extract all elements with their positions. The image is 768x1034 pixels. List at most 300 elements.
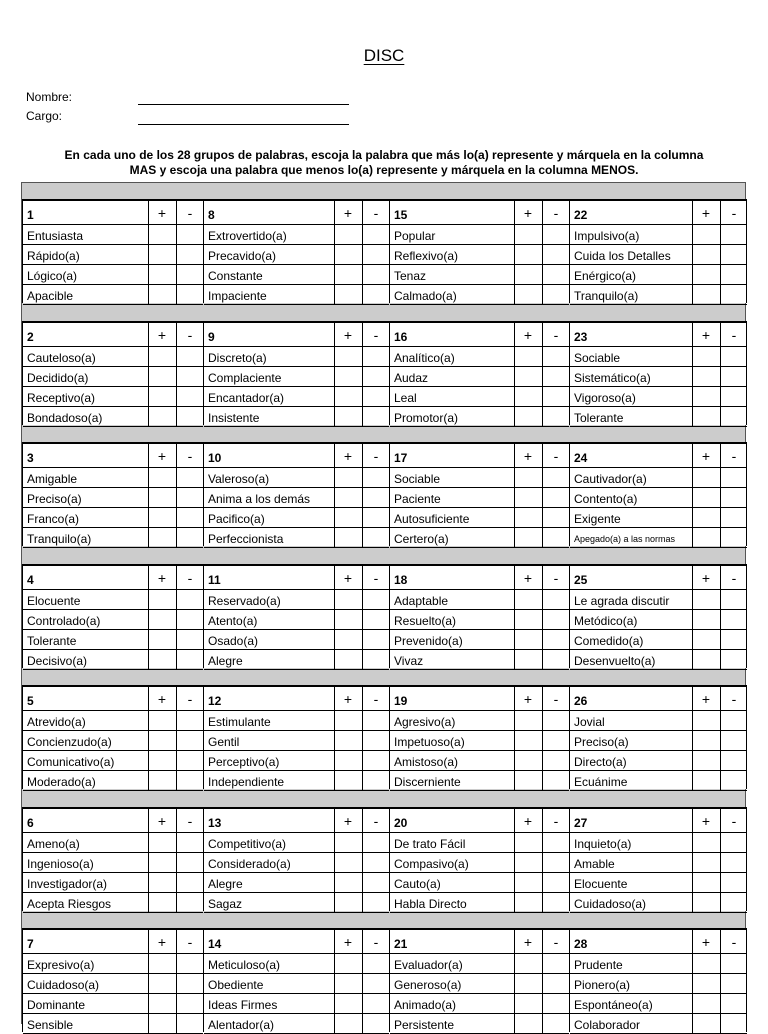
plus-checkbox[interactable] — [334, 225, 361, 245]
minus-checkbox[interactable] — [542, 893, 569, 913]
word-row — [204, 650, 389, 670]
word-label: Decisivo(a) — [27, 654, 88, 668]
plus-checkbox[interactable] — [692, 994, 719, 1014]
plus-checkbox[interactable] — [514, 650, 541, 670]
word-label: Sagaz — [208, 897, 243, 911]
plus-checkbox[interactable] — [148, 387, 175, 407]
plus-column-header: + — [692, 201, 719, 225]
plus-checkbox[interactable] — [334, 630, 361, 650]
word-label: Controlado(a) — [27, 614, 101, 628]
word-row — [23, 650, 203, 670]
plus-checkbox[interactable] — [334, 771, 361, 791]
plus-checkbox[interactable] — [514, 994, 541, 1014]
minus-checkbox[interactable] — [176, 407, 203, 427]
minus-checkbox[interactable] — [362, 994, 389, 1014]
plus-checkbox[interactable] — [334, 893, 361, 913]
word-label: Resuelto(a) — [394, 614, 457, 628]
plus-checkbox[interactable] — [148, 974, 175, 994]
plus-checkbox[interactable] — [514, 1014, 541, 1034]
plus-checkbox[interactable] — [514, 468, 541, 488]
minus-checkbox[interactable] — [720, 751, 747, 771]
plus-checkbox[interactable] — [334, 994, 361, 1014]
word-row — [204, 833, 389, 853]
word-row — [204, 974, 389, 994]
minus-checkbox[interactable] — [720, 528, 747, 548]
plus-checkbox[interactable] — [148, 285, 175, 305]
minus-checkbox[interactable] — [720, 387, 747, 407]
minus-checkbox[interactable] — [720, 954, 747, 974]
minus-checkbox[interactable] — [720, 853, 747, 873]
word-row — [390, 225, 569, 245]
plus-checkbox[interactable] — [334, 508, 361, 528]
word-label: Entusiasta — [27, 229, 84, 243]
minus-checkbox[interactable] — [720, 650, 747, 670]
minus-checkbox[interactable] — [176, 610, 203, 630]
plus-checkbox[interactable] — [692, 528, 719, 548]
minus-checkbox[interactable] — [176, 711, 203, 731]
minus-checkbox[interactable] — [720, 468, 747, 488]
minus-checkbox[interactable] — [176, 367, 203, 387]
minus-checkbox[interactable] — [720, 873, 747, 893]
plus-checkbox[interactable] — [514, 367, 541, 387]
word-label: Osado(a) — [208, 634, 259, 648]
minus-checkbox[interactable] — [362, 751, 389, 771]
plus-checkbox[interactable] — [334, 751, 361, 771]
minus-checkbox[interactable] — [362, 1014, 389, 1034]
plus-checkbox[interactable] — [692, 407, 719, 427]
word-group-26 — [569, 685, 747, 789]
plus-checkbox[interactable] — [692, 387, 719, 407]
plus-checkbox[interactable] — [692, 630, 719, 650]
plus-checkbox[interactable] — [692, 225, 719, 245]
plus-column-header: + — [514, 201, 541, 225]
plus-checkbox[interactable] — [334, 245, 361, 265]
minus-checkbox[interactable] — [542, 1014, 569, 1034]
minus-checkbox[interactable] — [176, 285, 203, 305]
plus-column-header: + — [334, 809, 361, 833]
minus-checkbox[interactable] — [720, 1014, 747, 1034]
plus-checkbox[interactable] — [148, 954, 175, 974]
plus-checkbox[interactable] — [514, 407, 541, 427]
group-header — [570, 323, 746, 347]
minus-checkbox[interactable] — [176, 994, 203, 1014]
minus-checkbox[interactable] — [362, 468, 389, 488]
word-label: Franco(a) — [27, 512, 80, 526]
minus-checkbox[interactable] — [542, 731, 569, 751]
word-group-14 — [203, 928, 389, 1032]
plus-checkbox[interactable] — [334, 347, 361, 367]
minus-checkbox[interactable] — [542, 508, 569, 528]
minus-checkbox[interactable] — [362, 407, 389, 427]
word-row — [23, 265, 203, 285]
plus-checkbox[interactable] — [148, 528, 175, 548]
minus-checkbox[interactable] — [176, 650, 203, 670]
minus-checkbox[interactable] — [176, 751, 203, 771]
minus-checkbox[interactable] — [176, 347, 203, 367]
plus-checkbox[interactable] — [148, 590, 175, 610]
minus-checkbox[interactable] — [542, 367, 569, 387]
plus-checkbox[interactable] — [148, 711, 175, 731]
word-label: Compasivo(a) — [394, 857, 469, 871]
plus-checkbox[interactable] — [148, 751, 175, 771]
plus-column-header: + — [334, 687, 361, 711]
minus-checkbox[interactable] — [176, 245, 203, 265]
word-label: Animado(a) — [394, 998, 457, 1012]
plus-checkbox[interactable] — [514, 347, 541, 367]
plus-checkbox[interactable] — [148, 508, 175, 528]
minus-checkbox[interactable] — [720, 771, 747, 791]
minus-checkbox[interactable] — [542, 285, 569, 305]
plus-checkbox[interactable] — [148, 893, 175, 913]
word-row — [23, 508, 203, 528]
word-group-15 — [389, 199, 569, 303]
minus-checkbox[interactable] — [176, 630, 203, 650]
plus-checkbox[interactable] — [334, 407, 361, 427]
plus-checkbox[interactable] — [334, 853, 361, 873]
plus-checkbox[interactable] — [334, 590, 361, 610]
plus-checkbox[interactable] — [514, 954, 541, 974]
plus-checkbox[interactable] — [334, 711, 361, 731]
plus-checkbox[interactable] — [692, 1014, 719, 1034]
minus-column-header: - — [176, 323, 203, 347]
word-label: Directo(a) — [574, 755, 627, 769]
plus-checkbox[interactable] — [334, 285, 361, 305]
plus-checkbox[interactable] — [692, 265, 719, 285]
word-row — [204, 225, 389, 245]
plus-checkbox[interactable] — [334, 387, 361, 407]
minus-checkbox[interactable] — [542, 488, 569, 508]
plus-checkbox[interactable] — [334, 1014, 361, 1034]
minus-checkbox[interactable] — [720, 590, 747, 610]
plus-checkbox[interactable] — [514, 285, 541, 305]
plus-checkbox[interactable] — [514, 387, 541, 407]
plus-checkbox[interactable] — [692, 650, 719, 670]
plus-checkbox[interactable] — [692, 893, 719, 913]
minus-checkbox[interactable] — [542, 407, 569, 427]
minus-checkbox[interactable] — [176, 853, 203, 873]
minus-checkbox[interactable] — [720, 285, 747, 305]
minus-checkbox[interactable] — [542, 590, 569, 610]
plus-checkbox[interactable] — [692, 731, 719, 751]
plus-column-header: + — [334, 444, 361, 468]
plus-checkbox[interactable] — [148, 407, 175, 427]
plus-checkbox[interactable] — [692, 285, 719, 305]
plus-checkbox[interactable] — [148, 994, 175, 1014]
plus-checkbox[interactable] — [514, 731, 541, 751]
minus-checkbox[interactable] — [176, 528, 203, 548]
group-number: 25 — [574, 573, 588, 587]
minus-checkbox[interactable] — [542, 994, 569, 1014]
plus-checkbox[interactable] — [148, 265, 175, 285]
minus-checkbox[interactable] — [542, 347, 569, 367]
minus-checkbox[interactable] — [542, 974, 569, 994]
plus-checkbox[interactable] — [148, 347, 175, 367]
minus-checkbox[interactable] — [176, 731, 203, 751]
minus-checkbox[interactable] — [176, 590, 203, 610]
plus-checkbox[interactable] — [148, 245, 175, 265]
plus-checkbox[interactable] — [334, 650, 361, 670]
word-label: Atrevido(a) — [27, 715, 86, 729]
plus-checkbox[interactable] — [334, 731, 361, 751]
row-divider — [204, 304, 389, 305]
minus-checkbox[interactable] — [176, 771, 203, 791]
word-row — [23, 731, 203, 751]
plus-checkbox[interactable] — [692, 367, 719, 387]
word-row — [390, 954, 569, 974]
word-label: Promotor(a) — [394, 411, 459, 425]
plus-checkbox[interactable] — [692, 771, 719, 791]
word-label: Extrovertido(a) — [208, 229, 287, 243]
plus-checkbox[interactable] — [148, 731, 175, 751]
minus-checkbox[interactable] — [362, 954, 389, 974]
plus-checkbox[interactable] — [692, 711, 719, 731]
word-row — [390, 367, 569, 387]
minus-column-header: - — [720, 323, 747, 347]
plus-checkbox[interactable] — [148, 873, 175, 893]
nombre-field[interactable] — [138, 104, 349, 105]
minus-checkbox[interactable] — [720, 893, 747, 913]
plus-checkbox[interactable] — [514, 508, 541, 528]
minus-checkbox[interactable] — [720, 974, 747, 994]
plus-checkbox[interactable] — [692, 833, 719, 853]
plus-checkbox[interactable] — [692, 488, 719, 508]
plus-checkbox[interactable] — [692, 245, 719, 265]
word-row — [390, 610, 569, 630]
plus-checkbox[interactable] — [148, 468, 175, 488]
minus-checkbox[interactable] — [362, 650, 389, 670]
plus-checkbox[interactable] — [334, 528, 361, 548]
plus-checkbox[interactable] — [148, 630, 175, 650]
plus-checkbox[interactable] — [514, 610, 541, 630]
plus-column-header: + — [334, 930, 361, 954]
cargo-field[interactable] — [138, 124, 349, 125]
plus-checkbox[interactable] — [334, 954, 361, 974]
plus-checkbox[interactable] — [148, 225, 175, 245]
minus-checkbox[interactable] — [542, 387, 569, 407]
minus-checkbox[interactable] — [720, 630, 747, 650]
minus-checkbox[interactable] — [362, 771, 389, 791]
word-row — [23, 711, 203, 731]
minus-checkbox[interactable] — [176, 833, 203, 853]
plus-checkbox[interactable] — [514, 751, 541, 771]
minus-checkbox[interactable] — [362, 630, 389, 650]
plus-checkbox[interactable] — [692, 954, 719, 974]
plus-checkbox[interactable] — [692, 751, 719, 771]
plus-checkbox[interactable] — [334, 488, 361, 508]
plus-checkbox[interactable] — [148, 488, 175, 508]
minus-checkbox[interactable] — [720, 225, 747, 245]
word-label: Expresivo(a) — [27, 958, 95, 972]
minus-checkbox[interactable] — [176, 873, 203, 893]
plus-checkbox[interactable] — [514, 265, 541, 285]
minus-checkbox[interactable] — [176, 893, 203, 913]
minus-checkbox[interactable] — [720, 508, 747, 528]
plus-checkbox[interactable] — [148, 771, 175, 791]
minus-checkbox[interactable] — [362, 265, 389, 285]
minus-checkbox[interactable] — [720, 407, 747, 427]
plus-checkbox[interactable] — [692, 347, 719, 367]
word-group-2 — [22, 321, 203, 425]
minus-checkbox[interactable] — [176, 387, 203, 407]
word-row — [570, 225, 746, 245]
word-row — [23, 468, 203, 488]
group-number: 23 — [574, 330, 588, 344]
word-label: Cuidadoso(a) — [27, 978, 100, 992]
minus-checkbox[interactable] — [542, 873, 569, 893]
minus-checkbox[interactable] — [542, 771, 569, 791]
plus-checkbox[interactable] — [514, 833, 541, 853]
minus-checkbox[interactable] — [362, 833, 389, 853]
word-row — [570, 853, 746, 873]
minus-checkbox[interactable] — [720, 245, 747, 265]
minus-checkbox[interactable] — [176, 225, 203, 245]
plus-checkbox[interactable] — [334, 610, 361, 630]
minus-checkbox[interactable] — [362, 387, 389, 407]
minus-checkbox[interactable] — [720, 711, 747, 731]
minus-checkbox[interactable] — [176, 1014, 203, 1034]
minus-checkbox[interactable] — [176, 974, 203, 994]
row-divider — [570, 790, 746, 791]
plus-checkbox[interactable] — [334, 468, 361, 488]
minus-checkbox[interactable] — [542, 833, 569, 853]
word-label: Discerniente — [394, 775, 461, 789]
plus-checkbox[interactable] — [148, 1014, 175, 1034]
plus-checkbox[interactable] — [514, 245, 541, 265]
minus-checkbox[interactable] — [720, 265, 747, 285]
minus-checkbox[interactable] — [720, 610, 747, 630]
plus-checkbox[interactable] — [692, 590, 719, 610]
minus-checkbox[interactable] — [720, 367, 747, 387]
word-label: Meticuloso(a) — [208, 958, 281, 972]
word-row — [390, 630, 569, 650]
minus-checkbox[interactable] — [720, 994, 747, 1014]
minus-checkbox[interactable] — [542, 468, 569, 488]
plus-checkbox[interactable] — [148, 853, 175, 873]
word-row — [570, 954, 746, 974]
minus-checkbox[interactable] — [362, 245, 389, 265]
minus-checkbox[interactable] — [362, 873, 389, 893]
plus-column-header: + — [692, 687, 719, 711]
minus-checkbox[interactable] — [542, 751, 569, 771]
plus-checkbox[interactable] — [334, 833, 361, 853]
word-label: Generoso(a) — [394, 978, 462, 992]
word-label: Apacible — [27, 289, 74, 303]
plus-checkbox[interactable] — [148, 833, 175, 853]
minus-checkbox[interactable] — [362, 347, 389, 367]
minus-checkbox[interactable] — [362, 367, 389, 387]
plus-checkbox[interactable] — [148, 650, 175, 670]
plus-checkbox[interactable] — [148, 610, 175, 630]
minus-checkbox[interactable] — [176, 954, 203, 974]
minus-checkbox[interactable] — [362, 711, 389, 731]
minus-checkbox[interactable] — [362, 528, 389, 548]
plus-checkbox[interactable] — [514, 853, 541, 873]
minus-checkbox[interactable] — [362, 488, 389, 508]
plus-checkbox[interactable] — [514, 873, 541, 893]
word-row — [204, 954, 389, 974]
group-header — [23, 687, 203, 711]
plus-checkbox[interactable] — [334, 974, 361, 994]
minus-checkbox[interactable] — [176, 508, 203, 528]
instructions-line-1: En cada uno de los 28 grupos de palabras, escoja la palabra que más lo(a) represente y márquela en la columna — [64, 148, 704, 162]
minus-checkbox[interactable] — [362, 974, 389, 994]
minus-checkbox[interactable] — [542, 225, 569, 245]
minus-checkbox[interactable] — [542, 528, 569, 548]
instructions — [0, 148, 768, 178]
word-group-23 — [569, 321, 747, 425]
minus-checkbox[interactable] — [542, 954, 569, 974]
plus-checkbox[interactable] — [514, 711, 541, 731]
word-row — [390, 468, 569, 488]
plus-checkbox[interactable] — [514, 225, 541, 245]
minus-checkbox[interactable] — [542, 265, 569, 285]
plus-checkbox[interactable] — [148, 367, 175, 387]
plus-checkbox[interactable] — [514, 974, 541, 994]
plus-column-header: + — [148, 566, 175, 590]
word-row — [390, 771, 569, 791]
group-header — [390, 323, 569, 347]
word-label: Preciso(a) — [574, 735, 629, 749]
plus-checkbox[interactable] — [514, 488, 541, 508]
plus-checkbox[interactable] — [334, 873, 361, 893]
minus-checkbox[interactable] — [542, 630, 569, 650]
plus-checkbox[interactable] — [514, 893, 541, 913]
plus-checkbox[interactable] — [514, 590, 541, 610]
word-row — [570, 994, 746, 1014]
plus-checkbox[interactable] — [692, 468, 719, 488]
minus-checkbox[interactable] — [542, 650, 569, 670]
word-label: Paciente — [394, 492, 441, 506]
minus-checkbox[interactable] — [362, 731, 389, 751]
plus-checkbox[interactable] — [334, 265, 361, 285]
plus-column-header: + — [334, 323, 361, 347]
plus-checkbox[interactable] — [514, 528, 541, 548]
word-row — [390, 873, 569, 893]
minus-checkbox[interactable] — [176, 265, 203, 285]
minus-checkbox[interactable] — [176, 488, 203, 508]
plus-checkbox[interactable] — [514, 630, 541, 650]
minus-checkbox[interactable] — [542, 711, 569, 731]
minus-checkbox[interactable] — [542, 245, 569, 265]
plus-checkbox[interactable] — [692, 873, 719, 893]
minus-checkbox[interactable] — [362, 285, 389, 305]
plus-column-header: + — [148, 444, 175, 468]
minus-checkbox[interactable] — [362, 893, 389, 913]
group-number: 14 — [208, 937, 222, 951]
plus-checkbox[interactable] — [692, 508, 719, 528]
minus-checkbox[interactable] — [362, 225, 389, 245]
minus-checkbox[interactable] — [542, 610, 569, 630]
minus-checkbox[interactable] — [176, 468, 203, 488]
minus-checkbox[interactable] — [542, 853, 569, 873]
minus-checkbox[interactable] — [720, 833, 747, 853]
plus-checkbox[interactable] — [514, 771, 541, 791]
word-group-25 — [569, 564, 747, 668]
minus-checkbox[interactable] — [720, 347, 747, 367]
word-row — [204, 468, 389, 488]
minus-checkbox[interactable] — [720, 731, 747, 751]
word-label: Amigable — [27, 472, 78, 486]
minus-checkbox[interactable] — [720, 488, 747, 508]
minus-checkbox[interactable] — [362, 853, 389, 873]
minus-checkbox[interactable] — [362, 590, 389, 610]
minus-checkbox[interactable] — [362, 610, 389, 630]
plus-checkbox[interactable] — [334, 367, 361, 387]
plus-checkbox[interactable] — [692, 974, 719, 994]
plus-checkbox[interactable] — [692, 853, 719, 873]
minus-checkbox[interactable] — [362, 508, 389, 528]
plus-checkbox[interactable] — [692, 610, 719, 630]
